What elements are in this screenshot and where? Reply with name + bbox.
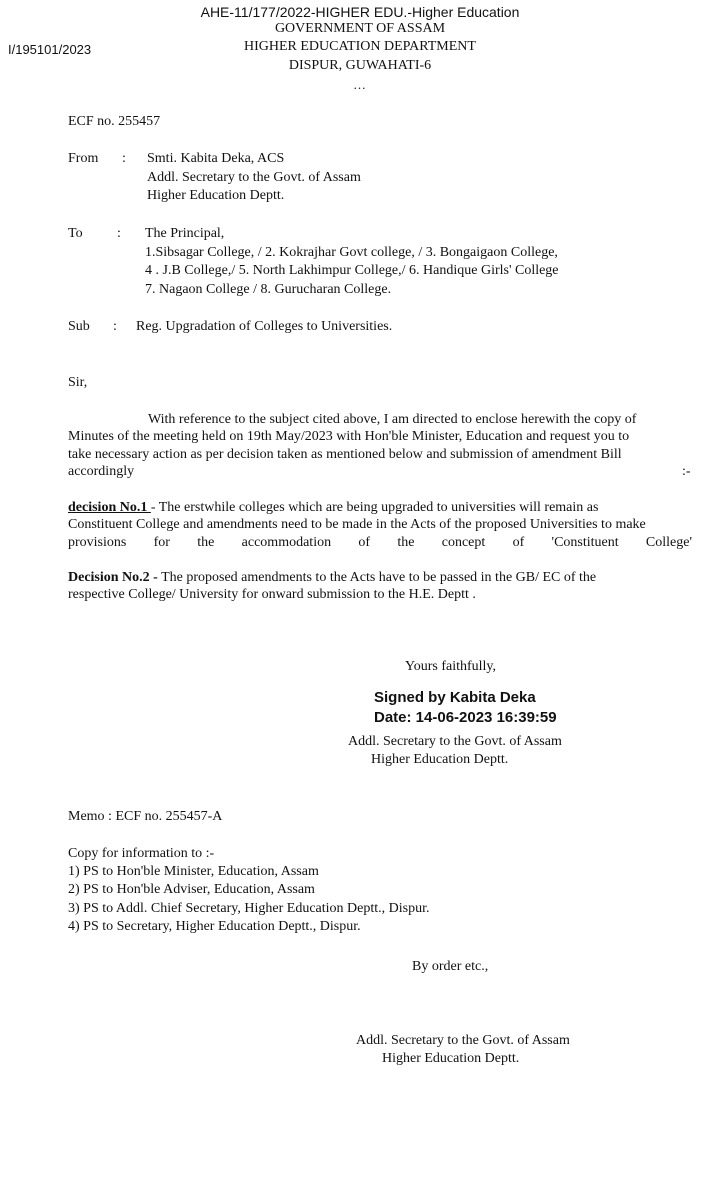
subject-text: Reg. Upgradation of Colleges to Universities. <box>136 319 393 334</box>
copy-item-3: 3) PS to Addl. Chief Secretary, Higher Education Deptt., Dispur. <box>68 901 430 916</box>
by-order: By order etc., <box>412 959 489 974</box>
decision-1-line-2: Constituent College and amendments need to be made in the Acts of the proposed Universities to make <box>68 517 646 532</box>
digital-signature-date: Date: 14-06-2023 16:39:59 <box>374 709 557 726</box>
copy-item-4: 4) PS to Secretary, Higher Education Deptt., Dispur. <box>68 919 361 934</box>
body-tail: :- <box>682 464 691 479</box>
to-colleges-line-2: 4 . J.B College,/ 5. North Lakhimpur College,/ 6. Handique Girls' College <box>145 263 559 278</box>
memo-reference: Memo : ECF no. 255457-A <box>68 809 223 824</box>
memo-signatory-title: Addl. Secretary to the Govt. of Assam <box>356 1033 570 1048</box>
government-heading: GOVERNMENT OF ASSAM <box>274 21 446 36</box>
location-heading: DISPUR, GUWAHATI-6 <box>288 58 432 73</box>
body-line-1: With reference to the subject cited above, I am directed to enclose herewith the copy of <box>148 412 637 427</box>
salutation: Sir, <box>68 375 88 390</box>
from-name: Smti. Kabita Deka, ACS <box>147 151 285 166</box>
from-department: Higher Education Deptt. <box>147 188 285 203</box>
subject-label: Sub <box>68 319 90 334</box>
decision-2-label: Decision No.2 - <box>68 570 158 585</box>
decision-2-text: The proposed amendments to the Acts have to be passed in the GB/ EC of the <box>157 570 597 585</box>
to-label: To <box>68 226 83 241</box>
memo-signatory-department: Higher Education Deptt. <box>382 1051 520 1066</box>
signatory-title: Addl. Secretary to the Govt. of Assam <box>348 734 562 749</box>
closing: Yours faithfully, <box>405 659 497 674</box>
to-colon: : <box>117 226 121 241</box>
from-colon: : <box>122 151 126 166</box>
decision-1-line-3: provisions for the accommodation of the concept of 'Constituent College' <box>68 535 692 550</box>
to-colleges-line-3: 7. Nagaon College / 8. Gurucharan College. <box>145 282 392 297</box>
from-designation: Addl. Secretary to the Govt. of Assam <box>147 170 361 185</box>
decision-1-line-1 <box>68 500 598 516</box>
decision-1-text: - The erstwhile colleges which are being upgraded to universities will remain as <box>150 500 599 515</box>
decision-2-line-2: respective College/ University for onward submission to the H.E. Deptt . <box>68 587 476 602</box>
digital-signature-name: Signed by Kabita Deka <box>374 689 536 706</box>
body-line-4: accordingly <box>68 464 135 479</box>
department-heading: HIGHER EDUCATION DEPARTMENT <box>244 39 476 54</box>
decision-1-label: decision No.1 <box>68 500 151 515</box>
to-colleges-line-1: 1.Sibsagar College, / 2. Kokrajhar Govt college, / 3. Bongaigaon College, <box>145 245 558 260</box>
decision-2-line-1 <box>68 570 596 586</box>
side-reference: I/195101/2023 <box>8 42 92 57</box>
file-reference: AHE-11/177/2022-HIGHER EDU.-Higher Education <box>200 4 520 20</box>
to-recipient: The Principal, <box>145 226 225 241</box>
signatory-department: Higher Education Deptt. <box>371 752 509 767</box>
subject-colon: : <box>113 319 117 334</box>
header-dots: ... <box>353 77 367 92</box>
body-line-3: take necessary action as per decision taken as mentioned below and submission of amendment Bill <box>68 447 622 462</box>
copy-heading: Copy for information to :- <box>68 846 215 861</box>
from-label: From <box>68 151 99 166</box>
body-line-2: Minutes of the meeting held on 19th May/2023 with Hon'ble Minister, Education and request you to <box>68 429 630 444</box>
copy-item-1: 1) PS to Hon'ble Minister, Education, Assam <box>68 864 319 879</box>
ecf-number: ECF no. 255457 <box>68 114 161 129</box>
copy-item-2: 2) PS to Hon'ble Adviser, Education, Assam <box>68 882 315 897</box>
